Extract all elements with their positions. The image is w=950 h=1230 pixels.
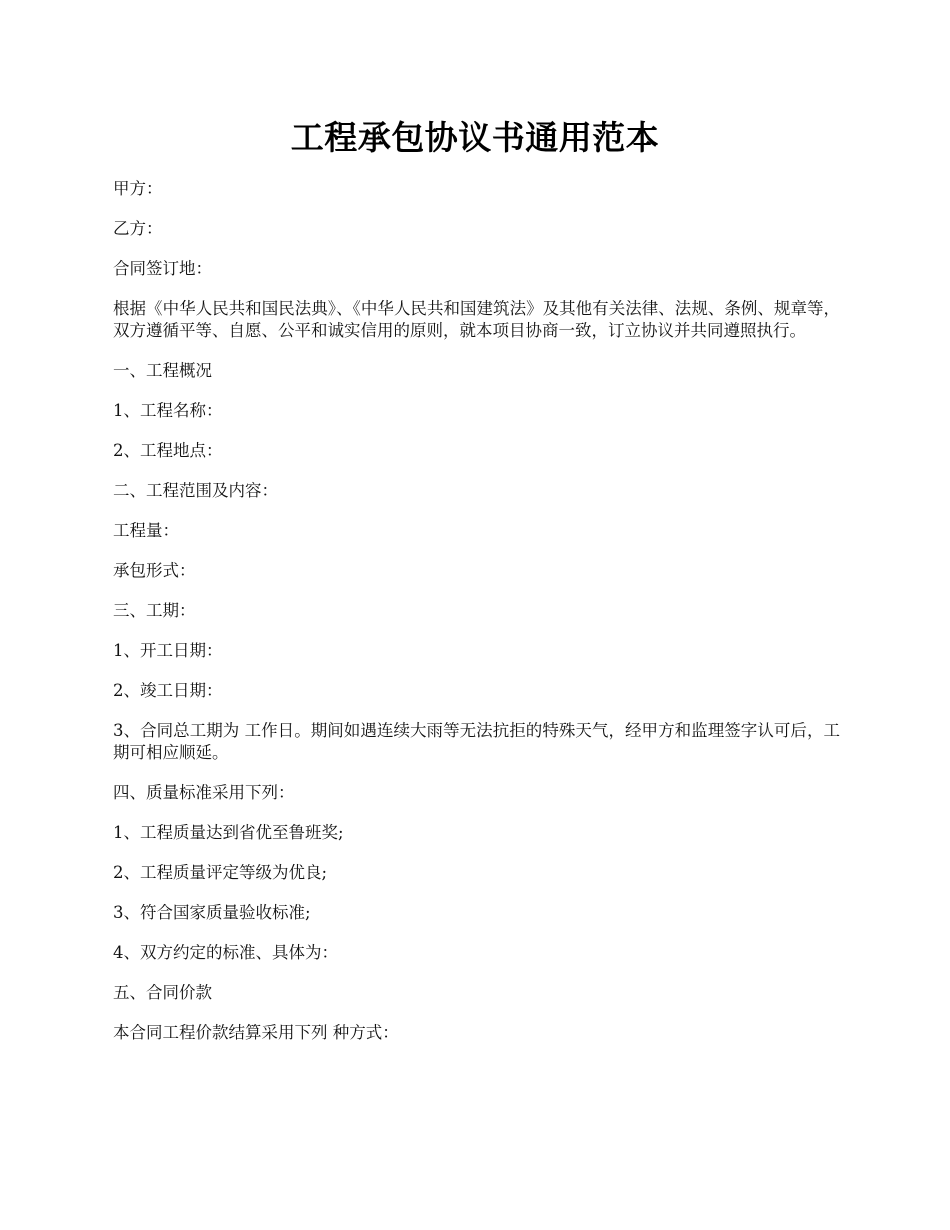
quality-item: 1、工程质量达到省优至鲁班奖; <box>113 823 344 842</box>
document-body <box>113 178 840 1062</box>
start-date-field: 1、开工日期： <box>113 641 223 660</box>
document-title: 工程承包协议书通用范本 <box>290 118 660 157</box>
signing-place-field: 合同签订地： <box>113 259 212 278</box>
section-heading-scope: 二、工程范围及内容： <box>113 481 278 500</box>
duration-paragraph: 3、合同总工期为 工作日。期间如遇连续大雨等无法抗拒的特殊天气，经甲方和监理签字认可后，工期可相应顺延。 <box>113 721 840 762</box>
price-method-paragraph: 本合同工程价款结算采用下列 种方式： <box>113 1023 399 1042</box>
work-quantity-field: 工程量： <box>113 521 179 540</box>
party-a-field: 甲方： <box>113 179 163 198</box>
project-name-field: 1、工程名称： <box>113 401 223 420</box>
section-heading-schedule: 三、工期： <box>113 601 196 620</box>
completion-date-field: 2、竣工日期： <box>113 681 223 700</box>
party-b-field: 乙方： <box>113 219 163 238</box>
preamble-paragraph: 根据《中华人民共和国民法典》、《中华人民共和国建筑法》及其他有关法律、法规、条例、规章等，双方遵循平等、自愿、公平和诚实信用的原则，就本项目协商一致，订立协议并共同遵照执行。 <box>113 299 840 340</box>
quality-item: 2、工程质量评定等级为优良; <box>113 863 328 882</box>
contract-form-field: 承包形式： <box>113 561 196 580</box>
section-heading-overview: 一、工程概况 <box>113 361 212 380</box>
project-location-field: 2、工程地点： <box>113 441 223 460</box>
section-heading-quality: 四、质量标准采用下列： <box>113 783 295 802</box>
quality-item: 3、符合国家质量验收标准; <box>113 903 311 922</box>
quality-item: 4、双方约定的标准、具体为： <box>113 943 338 962</box>
section-heading-price: 五、合同价款 <box>113 983 212 1002</box>
